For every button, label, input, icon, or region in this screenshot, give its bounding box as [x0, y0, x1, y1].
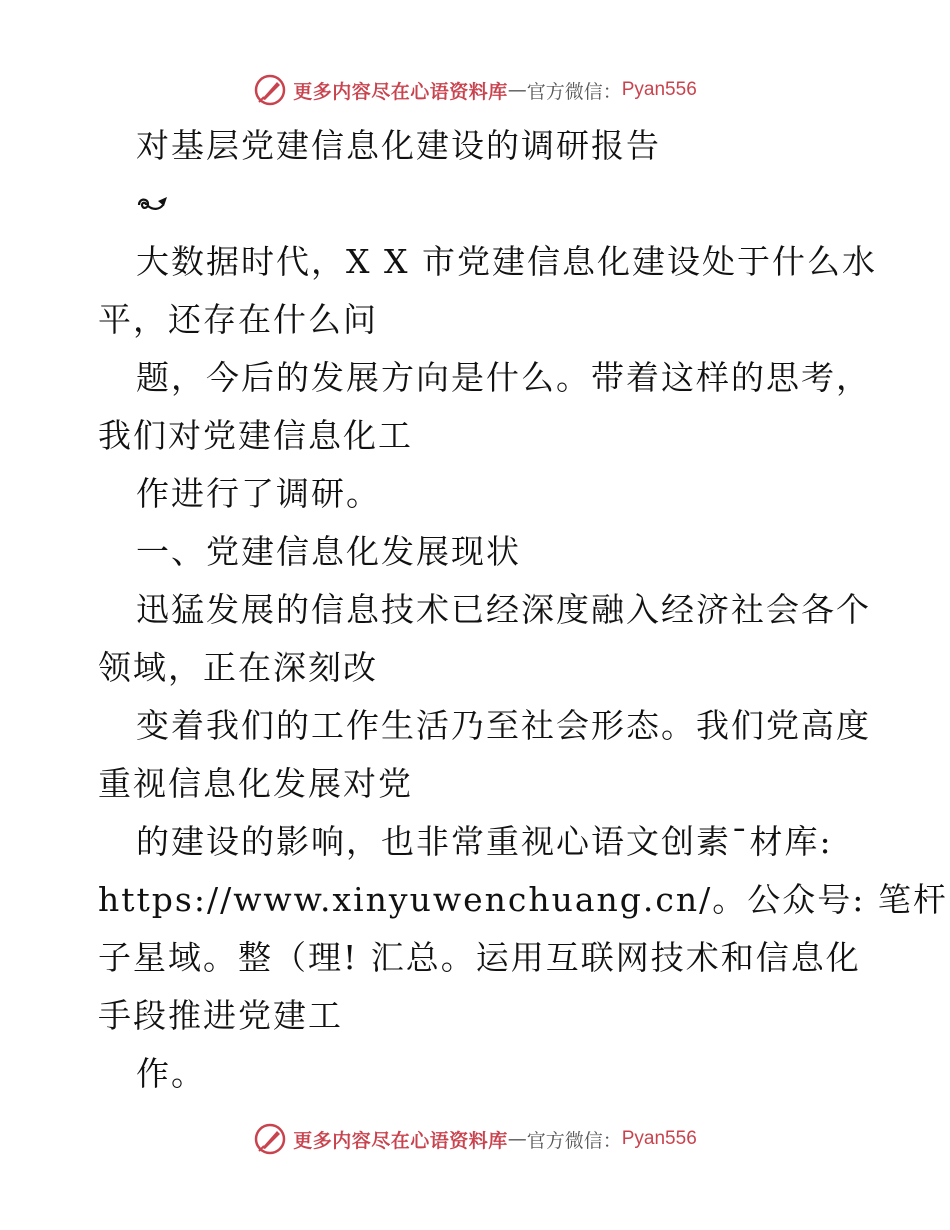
banner-wechat-label: 官方微信： — [526, 1129, 622, 1152]
paragraph-line: 作。 — [136, 1054, 206, 1093]
paragraph-line: 我们对党建信息化工 — [98, 416, 413, 455]
banner-wechat-id: Pyan556 — [621, 79, 697, 100]
paragraph-line: 平，还存在什么问 — [98, 300, 378, 339]
paragraph-line: 重视信息化发展对党 — [98, 764, 413, 803]
banner-separator: — — [507, 79, 527, 101]
ornament-row — [98, 175, 868, 233]
paragraph-line: 领域，正在深刻改 — [98, 648, 378, 687]
banner-brand-text: 更多内容尽在心语资料库 — [293, 80, 508, 103]
quill-pen-logo-icon — [253, 1122, 287, 1156]
paragraph-line: https://www.xinyuwenchuang.cn/。公众号: 笔杆 — [98, 880, 948, 919]
paragraph-line: 子星域。整（理! 汇总。运用互联网技术和信息化 — [98, 938, 861, 977]
banner-separator: — — [507, 1128, 527, 1150]
quill-pen-logo-icon — [253, 73, 287, 107]
paragraph-line: 大数据时代，X X 市党建信息化建设处于什么水 — [136, 242, 877, 281]
document-title: 对基层党建信息化建设的调研报告 — [136, 126, 661, 165]
banner-wechat-id: Pyan556 — [621, 1128, 697, 1149]
flourish-ornament-icon — [136, 193, 170, 215]
banner-wechat-label: 官方微信： — [526, 80, 622, 103]
section-heading: 一、党建信息化发展现状 — [136, 532, 521, 571]
header-banner — [0, 70, 950, 110]
banner-brand-text: 更多内容尽在心语资料库 — [293, 1129, 508, 1152]
paragraph-line: 迅猛发展的信息技术已经深度融入经济社会各个 — [136, 590, 871, 629]
paragraph-line: 手段推进党建工 — [98, 996, 343, 1035]
paragraph-line: 题，今后的发展方向是什么。带着这样的思考， — [136, 358, 871, 397]
footer-banner — [0, 1119, 950, 1159]
paragraph-line: 的建设的影响，也非常重视心语文创素¯材库: — [136, 822, 833, 861]
document-body — [98, 117, 948, 1103]
paragraph-line: 作进行了调研。 — [136, 474, 381, 513]
paragraph-line: 变着我们的工作生活乃至社会形态。我们党高度 — [136, 706, 871, 745]
